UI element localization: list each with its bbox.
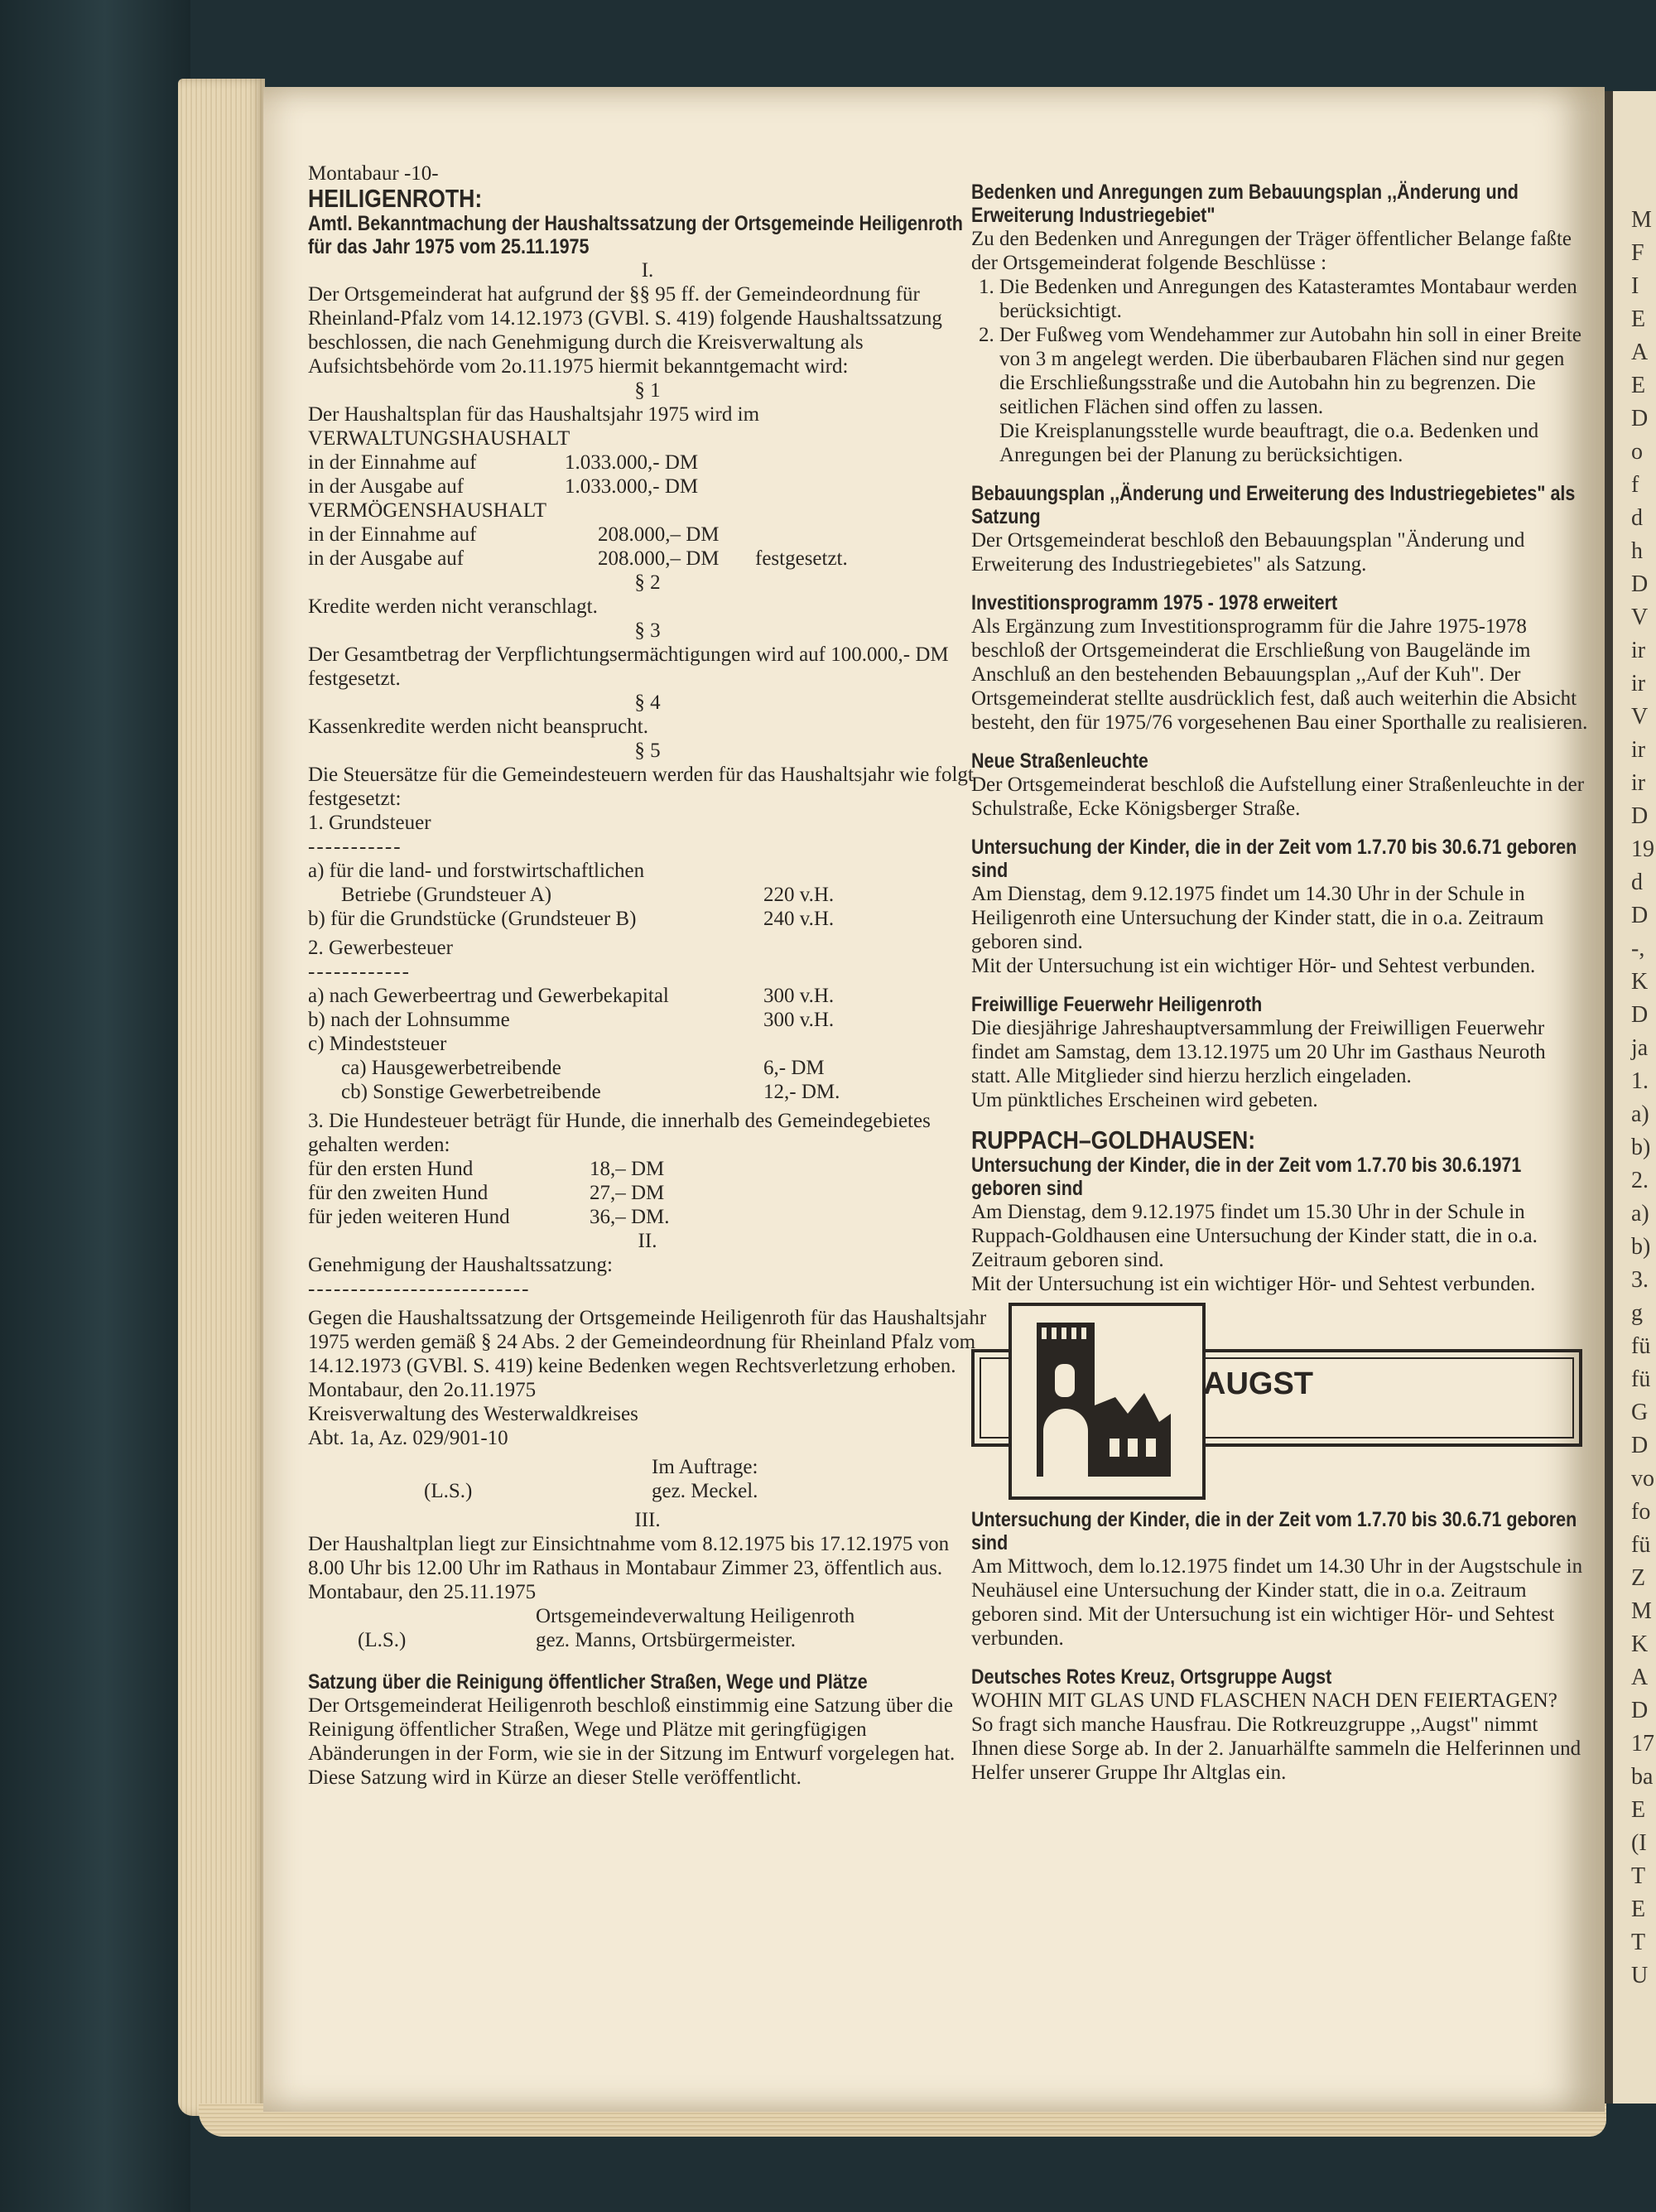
- section-number: I.: [641, 259, 654, 282]
- article-heading: Investitionsprogramm 1975 - 1978 erweitert: [971, 591, 1338, 614]
- article-text: Der Ortsgemeinderat beschloß den Bebauungsplan "Änderung und Erweiterung des Industriegebietes" als Satzung.: [971, 529, 1525, 576]
- tax-row: [308, 1080, 987, 1104]
- tax-row: [308, 984, 987, 1008]
- next-page-fragment: V: [1631, 605, 1649, 630]
- next-page-fragment: D: [1631, 571, 1649, 597]
- castle-icon: [1009, 1303, 1206, 1500]
- next-page-fragment: fü: [1631, 1333, 1651, 1359]
- article-text: Als Ergänzung zum Investitionsprogramm für die Jahre 1975-1978 beschloß der Ortsgemeinderat die Erschließung von Baugelände im Anschluß an den bestehenden Bebauungsplan ,,Auf der Kuh". Der Ortsgemeinderat stellte ausdrücklich fest, daß auch weiterhin die Absicht besteht, den für 1975/76 vorgesehenen Bau einer Sporthalle zu realisieren.: [971, 615, 1588, 734]
- next-page-fragment: D: [1631, 903, 1649, 928]
- tax-value: 220 v.H.: [763, 884, 835, 906]
- approval-heading: Genehmigung der Haushaltssatzung:: [308, 1254, 613, 1276]
- paragraph-text: Die Steuersätze für die Gemeindesteuern werden für das Haushaltsjahr wie folgt festgesetzt:: [308, 764, 974, 810]
- tax-item: c) Mindeststeuer: [308, 1033, 447, 1055]
- next-page-fragment: M: [1631, 1598, 1652, 1624]
- dog-tax-label: für jeden weiteren Hund: [308, 1206, 510, 1228]
- next-page-fragment: A: [1631, 1665, 1649, 1690]
- tax-heading: 2. Gewerbesteuer: [308, 937, 453, 959]
- budget-row: [308, 523, 987, 547]
- next-page-fragment: ir: [1631, 638, 1646, 663]
- next-page-fragment: G: [1631, 1400, 1649, 1425]
- next-page-fragment: ir: [1631, 671, 1646, 696]
- article-text: Am Mittwoch, dem lo.12.1975 findet um 14.30 Uhr in der Augstschule in Neuhäusel eine Untersuchung der Kinder statt, die in o.a. Zeitraum geboren sind. Mit der Untersuchung ist ein wichtiger Hör- und Sehtest verbunden.: [971, 1555, 1583, 1650]
- list-item: 2. Der Fußweg vom Wendehammer zur Autobahn hin soll in einer Breite von 3 m angelegt werden. Die überbaubaren Flächen sind nur gegen die Erschließungsstraße und die Autobahn hin zu begrenzen. Die seitlichen Flächen sind offen zu lassen.: [999, 323, 1588, 419]
- place-heading: HEILIGENROTH:: [308, 184, 483, 213]
- next-page-fragment: I: [1631, 273, 1639, 299]
- underline-dashes: ------------: [308, 961, 411, 983]
- section-number: III.: [634, 1509, 661, 1531]
- next-page-fragment: 3.: [1631, 1267, 1649, 1293]
- intro-text: Der Ortsgemeinderat hat aufgrund der §§ 95 ff. der Gemeindeordnung für Rheinland-Pfalz vom 14.12.1973 (GVBl. S. 419) folgende Haushaltssatzung beschlossen, die nach Genehmigung durch die Kreisverwaltung als Aufsichtsbehörde vom 2o.11.1975 hiermit bekanntgemacht wird:: [308, 283, 942, 378]
- next-page-fragment: d: [1631, 505, 1643, 531]
- announcement-title: Amtl. Bekanntmachung der Haushaltssatzung der Ortsgemeinde Heiligenroth für das Jahr 1975 vom 25.11.1975: [308, 212, 963, 258]
- budget-label: in der Ausgabe auf: [308, 547, 465, 570]
- tax-label: Betriebe (Grundsteuer A): [341, 884, 552, 906]
- tax-value: 240 v.H.: [763, 908, 835, 930]
- seal-mark: (L.S.): [424, 1480, 473, 1502]
- tax-label: a) nach Gewerbeertrag und Gewerbekapital: [308, 985, 669, 1007]
- place-heading: RUPPACH–GOLDHAUSEN:: [971, 1125, 1256, 1154]
- next-page-fragment: D: [1631, 803, 1649, 829]
- budget-label: in der Ausgabe auf: [308, 475, 465, 498]
- article-text: Mit der Untersuchung ist ein wichtiger Hör- und Sehtest verbunden.: [971, 955, 1536, 977]
- article-text: Der Ortsgemeinderat beschloß die Aufstellung einer Straßenleuchte in der Schulstraße, Ecke Königsberger Straße.: [971, 773, 1585, 820]
- article-text: Am Dienstag, dem 9.12.1975 findet um 15.30 Uhr in der Schule in Ruppach-Goldhausen eine Untersuchung der Kinder statt, die in o.a. Zeitraum geboren sind.: [971, 1201, 1538, 1271]
- dog-tax-value: 18,– DM: [590, 1158, 665, 1180]
- article-heading: Bedenken und Anregungen zum Bebauungsplan ,,Änderung und Erweiterung Industriegebiet": [971, 181, 1519, 227]
- next-page-fragment: h: [1631, 538, 1643, 564]
- resolution-list: [971, 275, 1588, 419]
- next-page-fragment: ir: [1631, 770, 1646, 796]
- next-page-fragment: E: [1631, 1896, 1646, 1922]
- approval-reference: Abt. 1a, Az. 029/901-10: [308, 1427, 508, 1449]
- next-page-fragment: K: [1631, 1631, 1649, 1657]
- article-heading: Untersuchung der Kinder, die in der Zeit vom 1.7.70 bis 30.6.1971 geboren sind: [971, 1154, 1522, 1200]
- next-page-fragment: fo: [1631, 1499, 1651, 1525]
- paragraph-text: Der Haushaltsplan für das Haushaltsjahr 1975 wird im: [308, 403, 760, 426]
- article-text: Am Dienstag, dem 9.12.1975 findet um 14.30 Uhr in der Schule in Heiligenroth eine Untersuchung der Kinder statt, die in o.a. Zeitraum geboren sind.: [971, 883, 1544, 953]
- article-heading: Satzung über die Reinigung öffentlicher Straßen, Wege und Plätze: [308, 1670, 868, 1694]
- paragraph-number: § 2: [634, 571, 661, 594]
- next-page-fragment: Z: [1631, 1565, 1646, 1591]
- tax-value: 6,- DM: [763, 1057, 825, 1079]
- article-text: Zu den Bedenken und Anregungen der Träger öffentlicher Belange faßte der Ortsgemeinderat folgende Beschlüsse :: [971, 228, 1572, 274]
- book-spine: [0, 0, 190, 2212]
- logo-village-name: AUGST: [1203, 1366, 1313, 1401]
- tax-label: ca) Hausgewerbetreibende: [341, 1057, 561, 1079]
- budget-label: in der Einnahme auf: [308, 451, 477, 474]
- next-page-fragment: a): [1631, 1101, 1649, 1127]
- next-page-fragment: f: [1631, 472, 1639, 498]
- next-page-fragment: 17: [1631, 1731, 1654, 1757]
- article-text: So fragt sich manche Hausfrau. Die Rotkreuzgruppe ,,Augst" nimmt Ihnen diese Sorge ab. In der 2. Januarhälfte sammeln die Helferinnen und Helfer unserer Gruppe Ihr Altglas ein.: [971, 1713, 1581, 1784]
- tax-label: b) für die Grundstücke (Grundsteuer B): [308, 908, 637, 930]
- next-page-fragment: K: [1631, 969, 1649, 995]
- underline-dashes: -----------: [308, 836, 402, 858]
- paragraph-number: § 4: [634, 692, 661, 714]
- budget-row: [308, 451, 987, 475]
- next-page-fragment: fü: [1631, 1532, 1651, 1558]
- tax-row: [308, 1008, 987, 1032]
- budget-value: 1.033.000,- DM: [565, 451, 699, 474]
- signature-name: gez. Meckel.: [652, 1480, 758, 1502]
- next-page-fragment: g: [1631, 1300, 1643, 1326]
- tax-value: 300 v.H.: [763, 1009, 835, 1031]
- dog-tax-value: 27,– DM: [590, 1182, 665, 1204]
- tax-item: a) für die land- und forstwirtschaftlichen: [308, 860, 645, 882]
- article-caps-text: WOHIN MIT GLAS UND FLASCHEN NACH DEN FEIERTAGEN?: [971, 1689, 1557, 1712]
- tax-label: b) nach der Lohnsumme: [308, 1009, 510, 1031]
- next-page-fragment: vo: [1631, 1466, 1654, 1492]
- tax-heading: 3. Die Hundesteuer beträgt für Hunde, die innerhalb des Gemeindegebietes gehalten werden:: [308, 1110, 931, 1156]
- budget-heading: VERMÖGENSHAUSHALT: [308, 499, 546, 522]
- paragraph-number: § 5: [634, 740, 661, 762]
- next-page-edge: [1605, 91, 1656, 2104]
- signature-row: [308, 1479, 987, 1503]
- article-heading: Neue Straßenleuchte: [971, 749, 1148, 773]
- signature-row: [308, 1628, 987, 1652]
- next-page-fragment: 19: [1631, 836, 1654, 862]
- next-page-fragment: ja: [1631, 1035, 1649, 1061]
- display-notice: Der Haushaltplan liegt zur Einsichtnahme vom 8.12.1975 bis 17.12.1975 von 8.00 Uhr bis 12.00 Uhr im Rathaus in Montabaur Zimmer 23, öffentlich aus.: [308, 1533, 950, 1579]
- page-header: Montabaur -10-: [308, 162, 439, 185]
- dog-tax-label: für den ersten Hund: [308, 1158, 474, 1180]
- dog-tax-row: [308, 1205, 987, 1229]
- paragraph-number: § 1: [634, 379, 661, 402]
- paragraph-text: Kredite werden nicht veranschlagt.: [308, 595, 598, 618]
- article-text: Um pünktliches Erscheinen wird gebeten.: [971, 1089, 1318, 1111]
- next-page-fragment: fü: [1631, 1366, 1651, 1392]
- next-page-fragment: b): [1631, 1234, 1651, 1260]
- next-page-fragment: ir: [1631, 737, 1646, 763]
- next-page-fragment: T: [1631, 1930, 1646, 1955]
- next-page-fragment: 1.: [1631, 1068, 1649, 1094]
- tax-value: 300 v.H.: [763, 985, 835, 1007]
- seal-mark: (L.S.): [358, 1629, 407, 1651]
- article-heading: Untersuchung der Kinder, die in der Zeit vom 1.7.70 bis 30.6.71 geboren sind: [971, 836, 1577, 882]
- tax-row: [308, 1056, 987, 1080]
- budget-row: [308, 547, 987, 571]
- tax-row: [308, 907, 987, 931]
- next-page-fragment: D: [1631, 406, 1649, 431]
- next-page-fragment: -,: [1631, 936, 1645, 961]
- approval-authority: Kreisverwaltung des Westerwaldkreises: [308, 1403, 638, 1425]
- budget-value: 208.000,– DM: [598, 547, 720, 570]
- article-heading: Bebauungsplan ,,Änderung und Erweiterung des Industriegebietes" als Satzung: [971, 482, 1576, 528]
- budget-note: festgesetzt.: [755, 547, 848, 570]
- next-page-fragment: E: [1631, 1797, 1646, 1823]
- next-page-fragment: E: [1631, 306, 1646, 332]
- budget-value: 1.033.000,- DM: [565, 475, 699, 498]
- next-page-fragment: ba: [1631, 1764, 1654, 1790]
- next-page-fragment: D: [1631, 1698, 1649, 1723]
- paragraph-text: Der Gesamtbetrag der Verpflichtungsermächtigungen wird auf 100.000,- DM festgesetzt.: [308, 643, 949, 690]
- signature-name: gez. Manns, Ortsbürgermeister.: [536, 1629, 797, 1651]
- next-page-fragment: V: [1631, 704, 1649, 730]
- tax-value: 12,- DM.: [763, 1081, 840, 1103]
- next-page-fragment: b): [1631, 1135, 1651, 1160]
- right-column: [971, 181, 1588, 1785]
- section-number: II.: [638, 1230, 657, 1252]
- next-page-fragment: T: [1631, 1863, 1646, 1889]
- underline-dashes: --------------------------: [308, 1278, 531, 1300]
- article-heading: Freiwillige Feuerwehr Heiligenroth: [971, 993, 1263, 1016]
- budget-row: [308, 475, 987, 499]
- next-page-fragment: U: [1631, 1963, 1649, 1988]
- next-page-fragment: o: [1631, 439, 1643, 465]
- tax-row: [308, 883, 987, 907]
- next-page-fragment: D: [1631, 1433, 1649, 1458]
- approval-date: Montabaur, den 2o.11.1975: [308, 1379, 537, 1401]
- next-page-fragment: E: [1631, 373, 1646, 398]
- approval-text: Gegen die Haushaltssatzung der Ortsgemeinde Heiligenroth für das Haushaltsjahr 1975 werden gemäß § 24 Abs. 2 der Gemeindeordnung für Rheinland Pfalz vom 14.12.1973 (GVBl. S. 419) keine Bedenken wegen Rechtsverletzung erhoben.: [308, 1307, 987, 1377]
- next-page-fragment: F: [1631, 240, 1644, 266]
- budget-value: 208.000,– DM: [598, 523, 720, 546]
- budget-heading: VERWALTUNGSHAUSHALT: [308, 427, 570, 450]
- next-page-fragment: D: [1631, 1002, 1649, 1028]
- next-page-fragment: A: [1631, 340, 1649, 365]
- dog-tax-value: 36,– DM.: [590, 1206, 670, 1228]
- list-item: 1. Die Bedenken und Anregungen des Katasteramtes Montabaur werden berücksichtigt.: [999, 275, 1588, 323]
- left-column: [308, 161, 987, 1790]
- signature-line: Im Auftrage:: [652, 1456, 758, 1478]
- budget-label: in der Einnahme auf: [308, 523, 477, 546]
- tax-label: cb) Sonstige Gewerbetreibende: [341, 1081, 601, 1103]
- next-page-fragment: a): [1631, 1201, 1649, 1226]
- next-page-fragment: 2.: [1631, 1168, 1649, 1193]
- dog-tax-label: für den zweiten Hund: [308, 1182, 489, 1204]
- page-edges: [178, 79, 265, 2116]
- article-text: Die Kreisplanungsstelle wurde beauftragt, die o.a. Bedenken und Anregungen bei der Planung zu berücksichtigen.: [999, 420, 1539, 466]
- next-page-fragment: (I: [1631, 1830, 1647, 1856]
- dog-tax-row: [308, 1181, 987, 1205]
- paragraph-number: § 3: [634, 619, 661, 642]
- tax-heading: 1. Grundsteuer: [308, 812, 431, 834]
- article-heading: Deutsches Rotes Kreuz, Ortsgruppe Augst: [971, 1665, 1332, 1689]
- notice-authority: Ortsgemeindeverwaltung Heiligenroth: [536, 1605, 855, 1627]
- notice-date: Montabaur, den 25.11.1975: [308, 1581, 537, 1603]
- article-text: Mit der Untersuchung ist ein wichtiger Hör- und Sehtest verbunden.: [971, 1273, 1536, 1295]
- dog-tax-row: [308, 1157, 987, 1181]
- next-page-fragment: M: [1631, 207, 1652, 233]
- village-logo: [971, 1303, 1588, 1501]
- article-text: Der Ortsgemeinderat Heiligenroth beschloß einstimmig eine Satzung über die Reinigung öffentlicher Straßen, Wege und Plätze mit geringfügigen Abänderungen in der Form, wie sie in der Sitzung im Entwurf vorgelegen hat. Diese Satzung wird in Kürze an dieser Stelle veröffentlicht.: [308, 1694, 956, 1789]
- paragraph-text: Kassenkredite werden nicht beansprucht.: [308, 716, 648, 738]
- article-text: Die diesjährige Jahreshauptversammlung der Freiwilligen Feuerwehr findet am Samstag, dem 13.12.1975 um 20 Uhr im Gasthaus Neuroth statt. Alle Mitglieder sind hierzu herzlich eingeladen.: [971, 1017, 1546, 1087]
- next-page-fragment: d: [1631, 870, 1643, 895]
- article-heading: Untersuchung der Kinder, die in der Zeit vom 1.7.70 bis 30.6.71 geboren sind: [971, 1508, 1577, 1554]
